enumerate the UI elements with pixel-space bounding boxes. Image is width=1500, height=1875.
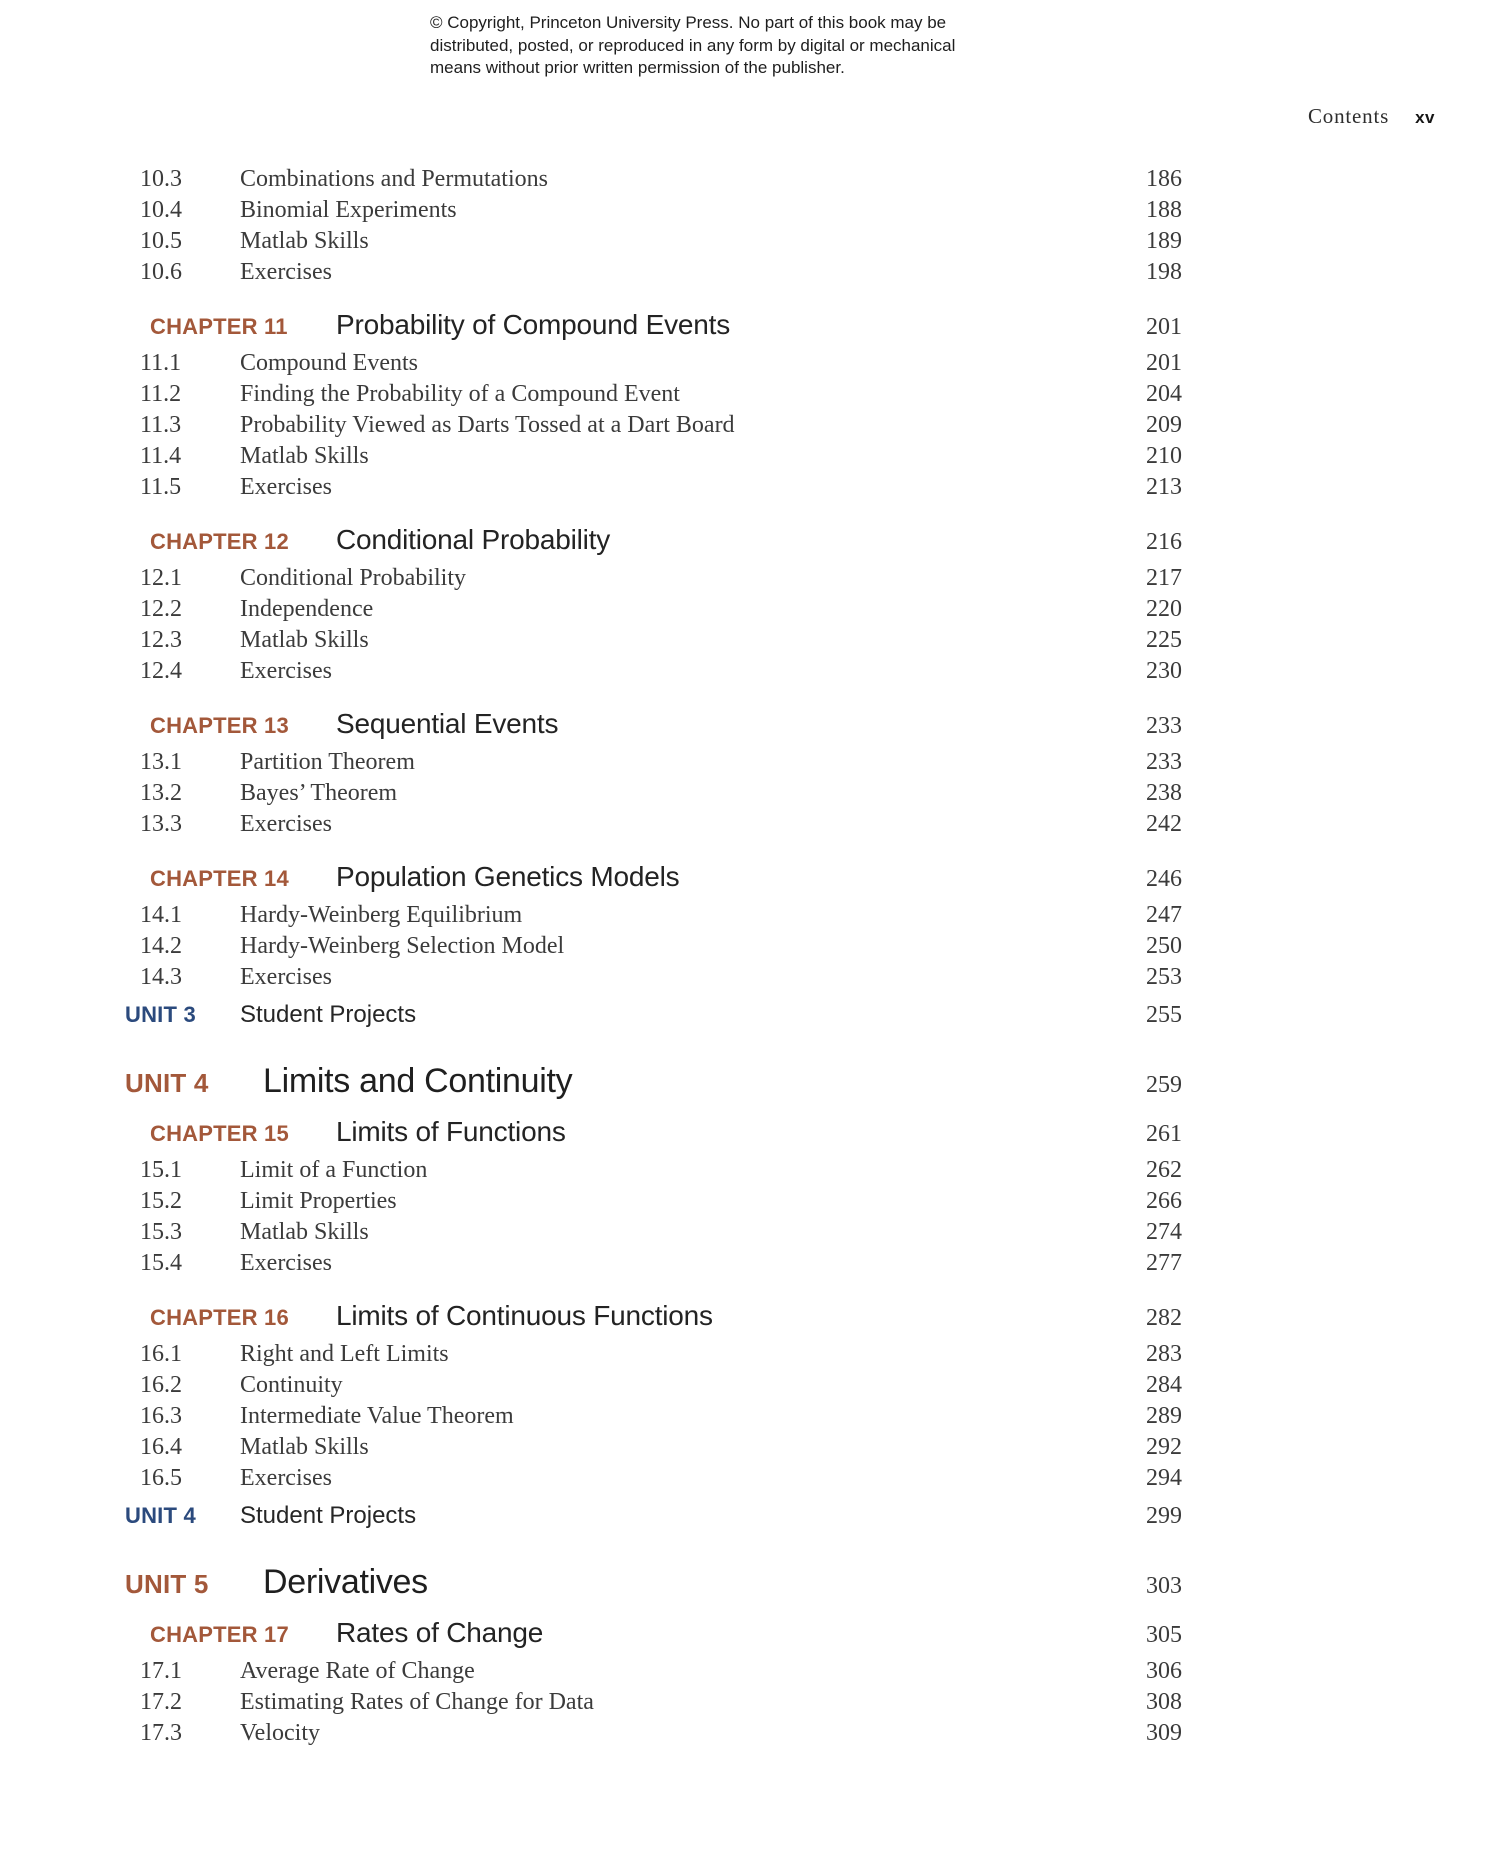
page-number: 204 xyxy=(1146,381,1182,407)
toc-row-chapter xyxy=(0,1297,1182,1335)
page-number: 188 xyxy=(1146,197,1182,223)
unit-label: UNIT 4 xyxy=(125,1503,196,1528)
toc-row-unit-opener xyxy=(0,1055,1182,1107)
toc-row-section xyxy=(0,257,1182,288)
entry-title: Limit Properties xyxy=(240,1188,397,1214)
page-number: 198 xyxy=(1146,259,1182,285)
section-number: 11.2 xyxy=(140,381,182,407)
unit-label: UNIT 3 xyxy=(125,1002,196,1027)
page-number: 289 xyxy=(1146,1403,1182,1429)
entry-title: Velocity xyxy=(240,1720,320,1746)
toc-row-chapter xyxy=(0,858,1182,896)
toc-row-section xyxy=(0,931,1182,962)
entry-title: Exercises xyxy=(240,658,332,684)
section-number: 10.5 xyxy=(140,228,182,254)
section-number: 14.3 xyxy=(140,964,182,990)
section-number: 16.2 xyxy=(140,1372,182,1398)
entry-title: Matlab Skills xyxy=(240,443,369,469)
toc-row-section xyxy=(0,625,1182,656)
section-number: 16.1 xyxy=(140,1341,182,1367)
entry-title: Limits and Continuity xyxy=(263,1062,573,1100)
page-number: 233 xyxy=(1146,749,1182,775)
page-number: 266 xyxy=(1146,1188,1182,1214)
section-number: 14.2 xyxy=(140,933,182,959)
toc-row-section xyxy=(0,1463,1182,1494)
page-number: 274 xyxy=(1146,1219,1182,1245)
entry-title: Independence xyxy=(240,596,374,622)
page-number: 283 xyxy=(1146,1341,1182,1367)
toc-row-chapter xyxy=(0,1113,1182,1151)
chapter-label: CHAPTER 12 xyxy=(150,529,289,554)
section-number: 11.4 xyxy=(140,443,182,469)
entry-title: Finding the Probability of a Compound Event xyxy=(240,381,680,407)
entry-title: Right and Left Limits xyxy=(240,1341,449,1367)
page-number: 220 xyxy=(1146,596,1182,622)
toc-row-section xyxy=(0,1186,1182,1217)
page-number: 217 xyxy=(1146,565,1182,591)
page-number: 250 xyxy=(1146,933,1182,959)
chapter-label: CHAPTER 11 xyxy=(150,314,288,339)
page-number: 186 xyxy=(1146,166,1182,192)
entry-title: Estimating Rates of Change for Data xyxy=(240,1689,594,1715)
entry-title: Exercises xyxy=(240,474,332,500)
page-number: 303 xyxy=(1146,1573,1182,1599)
section-number: 13.2 xyxy=(140,780,182,806)
entry-title: Population Genetics Models xyxy=(336,861,680,892)
section-number: 15.1 xyxy=(140,1157,182,1183)
entry-title: Student Projects xyxy=(240,1001,417,1028)
copyright-line: distributed, posted, or reproduced in any form by digital or mechanical xyxy=(430,35,956,55)
section-number: 12.3 xyxy=(140,627,182,653)
toc-row-section xyxy=(0,1718,1182,1749)
toc-row-unit-project xyxy=(0,997,1182,1033)
section-number: 10.6 xyxy=(140,259,182,285)
section-number: 16.4 xyxy=(140,1434,182,1460)
entry-title: Matlab Skills xyxy=(240,1219,369,1245)
section-number: 11.1 xyxy=(140,350,182,376)
page-number: 292 xyxy=(1146,1434,1182,1460)
toc-row-section xyxy=(0,778,1182,809)
page-number: 261 xyxy=(1146,1121,1182,1147)
page-number: 247 xyxy=(1146,902,1182,928)
chapter-label: CHAPTER 13 xyxy=(150,713,289,738)
page-number: 262 xyxy=(1146,1157,1182,1183)
toc-row-section xyxy=(0,1217,1182,1248)
chapter-label: CHAPTER 14 xyxy=(150,866,289,891)
page-number: 299 xyxy=(1146,1503,1182,1529)
page-number: 238 xyxy=(1146,780,1182,806)
section-number: 17.3 xyxy=(140,1720,182,1746)
page-number: 233 xyxy=(1146,713,1182,739)
toc-row-chapter xyxy=(0,705,1182,743)
entry-title: Combinations and Permutations xyxy=(240,166,548,192)
copyright-line: means without prior written permission of the publisher. xyxy=(430,58,845,77)
page-number: 294 xyxy=(1146,1465,1182,1491)
section-number: 13.3 xyxy=(140,811,182,837)
chapter-label: CHAPTER 17 xyxy=(150,1622,289,1647)
page-number: 277 xyxy=(1146,1250,1182,1276)
section-number: 12.4 xyxy=(140,658,182,684)
toc-row-section xyxy=(0,962,1182,993)
section-number: 15.4 xyxy=(140,1250,182,1276)
running-header-title: Contents xyxy=(1308,104,1390,128)
toc-row-section xyxy=(0,1656,1182,1687)
entry-title: Probability Viewed as Darts Tossed at a Dart Board xyxy=(240,412,735,438)
page-number: 259 xyxy=(1146,1072,1182,1098)
toc-row-section xyxy=(0,1432,1182,1463)
toc-row-unit-opener xyxy=(0,1556,1182,1608)
page-folio: xv xyxy=(1415,108,1435,127)
entry-title: Conditional Probability xyxy=(336,524,611,555)
entry-title: Compound Events xyxy=(240,350,418,376)
section-number: 17.1 xyxy=(140,1658,182,1684)
entry-title: Limits of Continuous Functions xyxy=(336,1300,713,1331)
entry-title: Continuity xyxy=(240,1372,343,1398)
entry-title: Student Projects xyxy=(240,1502,417,1529)
page-number: 213 xyxy=(1146,474,1182,500)
page-number: 308 xyxy=(1146,1689,1182,1715)
toc-row-section xyxy=(0,1370,1182,1401)
entry-title: Matlab Skills xyxy=(240,228,369,254)
entry-title: Exercises xyxy=(240,1250,332,1276)
toc-row-section xyxy=(0,1248,1182,1279)
page-number: 255 xyxy=(1146,1002,1182,1028)
entry-title: Conditional Probability xyxy=(240,565,466,591)
chapter-label: CHAPTER 16 xyxy=(150,1305,289,1330)
chapter-label: CHAPTER 15 xyxy=(150,1121,289,1146)
copyright-notice xyxy=(430,12,955,80)
section-number: 17.2 xyxy=(140,1689,182,1715)
toc-row-section xyxy=(0,809,1182,840)
unit-label: UNIT 5 xyxy=(125,1569,209,1599)
toc-row-section xyxy=(0,747,1182,778)
toc-row-section xyxy=(0,1687,1182,1718)
page-number: 216 xyxy=(1146,529,1182,555)
section-number: 15.2 xyxy=(140,1188,182,1214)
entry-title: Limit of a Function xyxy=(240,1157,428,1183)
entry-title: Sequential Events xyxy=(336,708,559,739)
unit-label: UNIT 4 xyxy=(125,1068,209,1098)
toc-row-section xyxy=(0,348,1182,379)
section-number: 12.1 xyxy=(140,565,182,591)
entry-title: Limits of Functions xyxy=(336,1116,566,1147)
toc-row-section xyxy=(0,441,1182,472)
toc-row-section xyxy=(0,656,1182,687)
page-number: 284 xyxy=(1146,1372,1182,1398)
section-number: 11.5 xyxy=(140,474,182,500)
page-number: 230 xyxy=(1146,658,1182,684)
entry-title: Exercises xyxy=(240,811,332,837)
table-of-contents xyxy=(0,164,1182,1749)
entry-title: Hardy-Weinberg Equilibrium xyxy=(240,902,523,928)
toc-row-section xyxy=(0,195,1182,226)
toc-row-unit-project xyxy=(0,1498,1182,1534)
section-number: 10.4 xyxy=(140,197,182,223)
toc-row-section xyxy=(0,1339,1182,1370)
toc-row-section xyxy=(0,410,1182,441)
toc-row-section xyxy=(0,379,1182,410)
toc-row-section xyxy=(0,594,1182,625)
page-number: 305 xyxy=(1146,1622,1182,1648)
section-number: 15.3 xyxy=(140,1219,182,1245)
toc-row-section xyxy=(0,563,1182,594)
page-number: 201 xyxy=(1146,350,1182,376)
toc-row-section xyxy=(0,164,1182,195)
section-number: 14.1 xyxy=(140,902,182,928)
page-number: 309 xyxy=(1146,1720,1182,1746)
entry-title: Derivatives xyxy=(263,1563,428,1601)
entry-title: Partition Theorem xyxy=(240,749,415,775)
page-number: 306 xyxy=(1146,1658,1182,1684)
section-number: 10.3 xyxy=(140,166,182,192)
section-number: 13.1 xyxy=(140,749,182,775)
page-number: 210 xyxy=(1146,443,1182,469)
entry-title: Matlab Skills xyxy=(240,627,369,653)
entry-title: Average Rate of Change xyxy=(240,1658,475,1684)
toc-row-section xyxy=(0,1401,1182,1432)
entry-title: Probability of Compound Events xyxy=(336,309,730,340)
page-number: 282 xyxy=(1146,1305,1182,1331)
entry-title: Bayes’ Theorem xyxy=(240,780,398,806)
toc-row-section xyxy=(0,1155,1182,1186)
entry-title: Rates of Change xyxy=(336,1617,544,1648)
toc-row-chapter xyxy=(0,521,1182,559)
section-number: 11.3 xyxy=(140,412,182,438)
page-number: 225 xyxy=(1146,627,1182,653)
page-number: 246 xyxy=(1146,866,1182,892)
toc-row-section xyxy=(0,226,1182,257)
copyright-line: © Copyright, Princeton University Press. No part of this book may be xyxy=(430,13,947,32)
page-number: 209 xyxy=(1146,412,1182,438)
entry-title: Exercises xyxy=(240,964,332,990)
section-number: 12.2 xyxy=(140,596,182,622)
entry-title: Binomial Experiments xyxy=(240,197,457,223)
entry-title: Exercises xyxy=(240,259,332,285)
running-header xyxy=(1308,104,1435,129)
toc-row-section xyxy=(0,900,1182,931)
toc-row-section xyxy=(0,472,1182,503)
page-number: 201 xyxy=(1146,314,1182,340)
page-number: 253 xyxy=(1146,964,1182,990)
entry-title: Hardy-Weinberg Selection Model xyxy=(240,933,565,959)
entry-title: Matlab Skills xyxy=(240,1434,369,1460)
entry-title: Intermediate Value Theorem xyxy=(240,1403,514,1429)
section-number: 16.5 xyxy=(140,1465,182,1491)
page-number: 242 xyxy=(1146,811,1182,837)
toc-row-chapter xyxy=(0,1614,1182,1652)
page-number: 189 xyxy=(1146,228,1182,254)
toc-row-chapter xyxy=(0,306,1182,344)
section-number: 16.3 xyxy=(140,1403,182,1429)
entry-title: Exercises xyxy=(240,1465,332,1491)
